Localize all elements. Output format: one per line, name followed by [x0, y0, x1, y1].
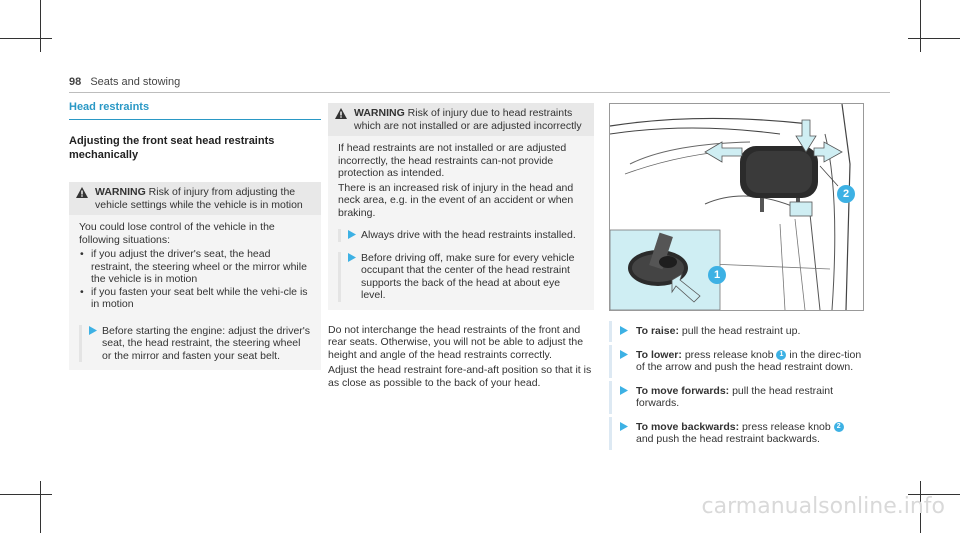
warning-action: [338, 229, 584, 242]
crop-mark: [40, 0, 41, 52]
instructions: [609, 321, 864, 450]
bullet-item: • if you fasten your seat belt while the vehi-cle is in motion: [91, 286, 311, 311]
instruction-text: pull the head restraint forwards.: [636, 384, 834, 409]
warning-body-text: You could lose control of the vehicle in the following situations:: [79, 221, 275, 246]
arrow-right-icon: [620, 422, 628, 431]
arrow-right-icon: [348, 253, 356, 262]
instruction-raise: [609, 321, 864, 342]
header-divider: [69, 92, 890, 93]
instruction-label: To move forwards:: [636, 384, 730, 397]
crop-mark: [0, 494, 52, 495]
crop-mark: [908, 38, 960, 39]
warning-bullets: [79, 248, 311, 311]
warning-icon: [335, 108, 347, 119]
bullet-item: • if you adjust the driver's seat, the head restraint, the steering wheel or the mirror while the vehicle is in motion: [91, 248, 311, 286]
knob-2-badge: 2: [834, 422, 844, 432]
warning-body-text: There is an increased risk of injury in the head and neck area, e.g. in the event of an accident or when braking.: [338, 181, 574, 219]
paragraph: Do not interchange the head restraints of the front and rear seats. Otherwise, you will not be able to adjust the height and angle of the head restraints correctly.: [328, 323, 584, 361]
warning-label: WARNING: [354, 107, 405, 119]
warning-icon: [76, 187, 88, 198]
warning-action: [79, 325, 311, 363]
section-title: Head restraints: [69, 101, 321, 120]
warning-action-text: Before driving off, make sure for every vehicle occupant that the center of the head restraint supports the back of the head at about eye level.: [361, 251, 575, 301]
instruction-lower: [609, 345, 864, 378]
page-section: Seats and stowing: [90, 76, 181, 88]
watermark: carmanualsonline.info: [701, 494, 945, 519]
arrow-right-icon: [348, 230, 356, 239]
callout-2: 2: [837, 185, 855, 203]
body-text: [328, 324, 594, 390]
warning-header: [328, 103, 594, 136]
warning-box: [328, 103, 594, 310]
instruction-forward: [609, 381, 864, 414]
warning-header: [69, 182, 321, 215]
instruction-text: press release knob: [684, 348, 774, 361]
crop-mark: [0, 38, 52, 39]
warning-body: [328, 136, 594, 310]
column-middle: [328, 103, 594, 392]
knob-1-badge: 1: [776, 350, 786, 360]
warning-text: Risk of injury due to head restraints which are not installed or are adjusted incorrectly: [354, 107, 582, 132]
paragraph: Adjust the head restraint fore-and-aft position so that it is as close as possible to the back of your head.: [328, 364, 592, 389]
warning-body: [69, 215, 321, 370]
instruction-text: and push the head restraint backwards.: [636, 433, 820, 445]
warning-action-text: Before starting the engine: adjust the driver's seat, the head restraint, the steering wheel or the mirror and fasten your seat belt.: [102, 324, 311, 362]
subheading: Adjusting the front seat head restraints mechanically: [69, 135, 275, 161]
warning-action-text: Always drive with the head restraints installed.: [361, 229, 576, 241]
warning-box: [69, 182, 321, 370]
instruction-label: To raise:: [636, 325, 679, 337]
warning-label: WARNING: [95, 186, 146, 198]
instruction-text: pull the head restraint up.: [681, 325, 801, 337]
arrow-right-icon: [89, 326, 97, 335]
warning-body-text: If head restraints are not installed or are adjusted incorrectly, the head restraints can-not provide protection as intended.: [338, 142, 567, 179]
column-right: [609, 103, 864, 453]
page-number: 98: [69, 76, 82, 88]
column-left: [69, 101, 321, 370]
arrow-right-icon: [620, 386, 628, 395]
crop-mark: [40, 481, 41, 533]
crop-mark: [920, 0, 921, 52]
head-restraint-illustration: [610, 104, 863, 310]
instruction-text: press release knob: [742, 420, 831, 433]
instruction-text: in the direc-tion of the arrow and push the head restraint down.: [636, 348, 862, 373]
head-restraint-figure: [609, 103, 864, 311]
instruction-backward: [609, 417, 864, 450]
arrow-right-icon: [620, 350, 628, 359]
page-header: [69, 76, 180, 88]
instruction-label: To lower:: [636, 348, 682, 361]
arrow-right-icon: [620, 326, 628, 335]
warning-text: Risk of injury from adjusting the vehicle settings while the vehicle is in motion: [95, 186, 303, 211]
instruction-label: To move backwards:: [636, 420, 740, 433]
callout-1: 1: [708, 266, 726, 284]
warning-action: [338, 252, 584, 302]
